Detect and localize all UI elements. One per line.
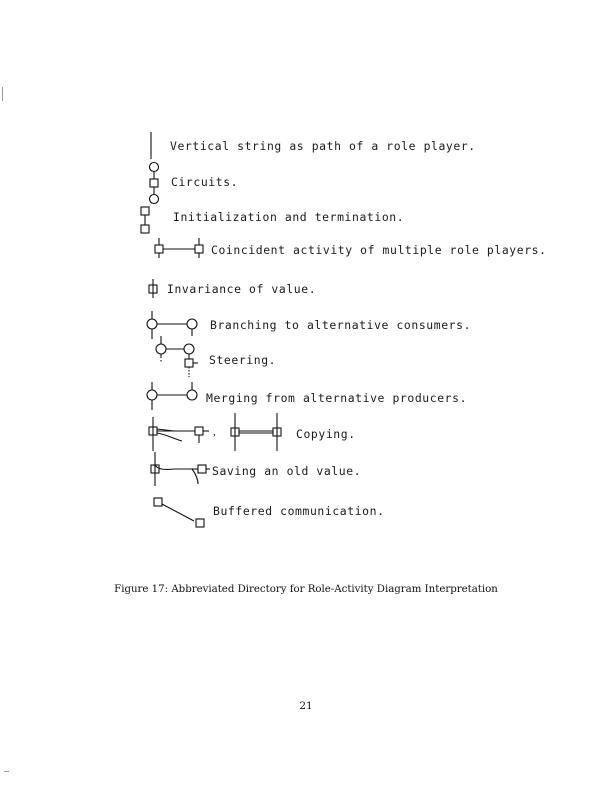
copying-icon-alternate bbox=[228, 413, 286, 453]
page-number: 21 bbox=[299, 700, 313, 712]
steering-icon bbox=[155, 336, 205, 378]
circuit-icon bbox=[146, 161, 162, 207]
entry-label-saving-old-value: Saving an old value. bbox=[212, 464, 362, 478]
entry-label-init-termination: Initialization and termination. bbox=[173, 210, 405, 224]
scan-mark bbox=[4, 771, 9, 772]
entry-label-coincident-activity: Coincident activity of multiple role players. bbox=[211, 243, 547, 257]
saving-old-value-icon bbox=[150, 452, 210, 488]
coincident-activity-icon bbox=[154, 236, 206, 260]
entry-label-circuits: Circuits. bbox=[171, 175, 239, 189]
invariance-icon bbox=[146, 279, 160, 299]
entry-label-buffered-communication: Buffered communication. bbox=[213, 504, 385, 518]
vertical-line-icon bbox=[146, 132, 156, 160]
entry-label-vertical-string: Vertical string as path of a role player. bbox=[170, 139, 476, 153]
init-termination-icon bbox=[139, 205, 153, 237]
entry-label-steering: Steering. bbox=[209, 353, 277, 367]
entry-label-invariance: Invariance of value. bbox=[167, 282, 317, 296]
entry-label-copying: Copying. bbox=[296, 427, 356, 441]
entry-label-merging: Merging from alternative producers. bbox=[206, 391, 468, 405]
scan-mark bbox=[2, 87, 3, 101]
figure-caption: Figure 17: Abbreviated Directory for Role-Activity Diagram Interpretation bbox=[114, 584, 498, 595]
merging-icon bbox=[145, 382, 201, 412]
buffered-communication-icon bbox=[152, 496, 208, 532]
copying-separator: , bbox=[213, 426, 216, 438]
entry-label-branching: Branching to alternative consumers. bbox=[210, 318, 472, 332]
